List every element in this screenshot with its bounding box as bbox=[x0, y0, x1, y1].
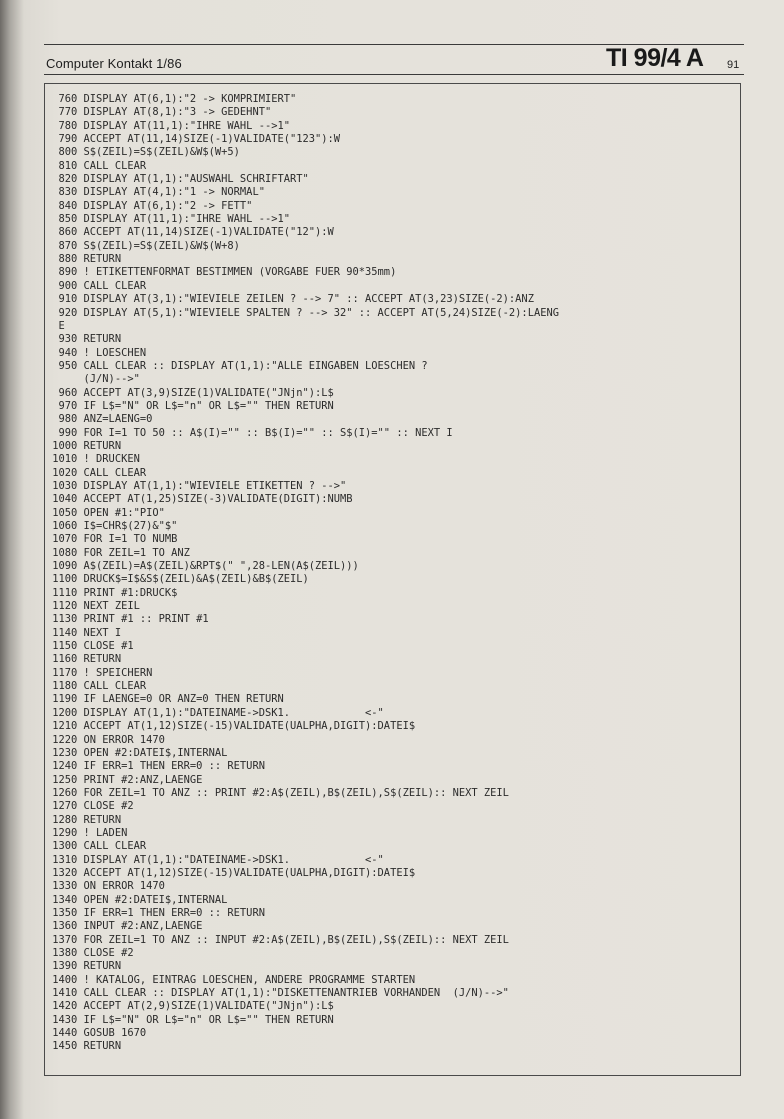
code-line: 930 RETURN bbox=[46, 333, 122, 346]
code-line: 1010 ! DRUCKEN bbox=[46, 453, 140, 466]
code-line: 920 DISPLAY AT(5,1):"WIEVIELE SPALTEN ? --> 32" :: ACCEPT AT(5,24)SIZE(-2):LAENG bbox=[46, 306, 559, 319]
code-line: 1220 ON ERROR 1470 bbox=[46, 733, 165, 746]
code-line: 1120 NEXT ZEIL bbox=[46, 600, 140, 613]
code-line: 1260 FOR ZEIL=1 TO ANZ :: PRINT #2:A$(ZEIL),B$(ZEIL),S$(ZEIL):: NEXT ZEIL bbox=[46, 786, 509, 799]
code-line: 1440 GOSUB 1670 bbox=[46, 1027, 147, 1040]
code-line: 990 FOR I=1 TO 50 :: A$(I)="" :: B$(I)="" :: S$(I)="" :: NEXT I bbox=[46, 426, 453, 439]
magazine-issue: Computer Kontakt 1/86 bbox=[46, 56, 182, 71]
code-line: 1020 CALL CLEAR bbox=[46, 466, 147, 479]
code-line: 1250 PRINT #2:ANZ,LAENGE bbox=[46, 773, 203, 786]
code-line: 850 DISPLAY AT(11,1):"IHRE WAHL -->1" bbox=[46, 213, 290, 226]
code-line: 820 DISPLAY AT(1,1):"AUSWAHL SCHRIFTART" bbox=[46, 173, 309, 186]
code-line: 1400 ! KATALOG, EINTRAG LOESCHEN, ANDERE PROGRAMME STARTEN bbox=[46, 973, 416, 986]
code-line: 1300 CALL CLEAR bbox=[46, 840, 147, 853]
code-line: 1280 RETURN bbox=[46, 813, 122, 826]
code-line: 1160 RETURN bbox=[46, 653, 122, 666]
code-line: 1360 INPUT #2:ANZ,LAENGE bbox=[46, 920, 203, 933]
header-rule-bottom bbox=[44, 74, 744, 75]
code-line: 1290 ! LADEN bbox=[46, 826, 128, 839]
code-line: 890 ! ETIKETTENFORMAT BESTIMMEN (VORGABE FUER 90*35mm) bbox=[46, 266, 397, 279]
code-line: 970 IF L$="N" OR L$="n" OR L$="" THEN RETURN bbox=[46, 399, 334, 412]
code-line: 960 ACCEPT AT(3,9)SIZE(1)VALIDATE("JNjn"):L$ bbox=[46, 386, 334, 399]
code-line: 840 DISPLAY AT(6,1):"2 -> FETT" bbox=[46, 199, 253, 212]
code-line: 1330 ON ERROR 1470 bbox=[46, 880, 165, 893]
code-line: 1050 OPEN #1:"PIO" bbox=[46, 506, 165, 519]
code-line: 1430 IF L$="N" OR L$="n" OR L$="" THEN RETURN bbox=[46, 1013, 334, 1026]
code-line: 1210 ACCEPT AT(1,12)SIZE(-15)VALIDATE(UALPHA,DIGIT):DATEI$ bbox=[46, 720, 416, 733]
code-line: 1130 PRINT #1 :: PRINT #1 bbox=[46, 613, 209, 626]
code-line: 760 DISPLAY AT(6,1):"2 -> KOMPRIMIERT" bbox=[46, 93, 297, 105]
code-line: 1390 RETURN bbox=[46, 960, 122, 973]
code-line: 1410 CALL CLEAR :: DISPLAY AT(1,1):"DISKETTENANTRIEB VORHANDEN (J/N)-->" bbox=[46, 987, 509, 1000]
code-line: 1080 FOR ZEIL=1 TO ANZ bbox=[46, 546, 190, 559]
code-line: 790 ACCEPT AT(11,14)SIZE(-1)VALIDATE("123"):W bbox=[46, 133, 341, 146]
code-line: 1420 ACCEPT AT(2,9)SIZE(1)VALIDATE("JNjn"):L$ bbox=[46, 1000, 334, 1013]
code-line: 1240 IF ERR=1 THEN ERR=0 :: RETURN bbox=[46, 760, 265, 773]
code-line: 780 DISPLAY AT(11,1):"IHRE WAHL -->1" bbox=[46, 119, 290, 132]
code-line: 810 CALL CLEAR bbox=[46, 159, 147, 172]
code-line: 1320 ACCEPT AT(1,12)SIZE(-15)VALIDATE(UALPHA,DIGIT):DATEI$ bbox=[46, 866, 416, 879]
code-line: 830 DISPLAY AT(4,1):"1 -> NORMAL" bbox=[46, 186, 265, 199]
code-line: 1030 DISPLAY AT(1,1):"WIEVIELE ETIKETTEN ? -->" bbox=[46, 479, 347, 492]
code-line: 1140 NEXT I bbox=[46, 626, 122, 639]
code-line: 1070 FOR I=1 TO NUMB bbox=[46, 533, 178, 546]
code-line: 1270 CLOSE #2 bbox=[46, 800, 134, 813]
code-line: 1110 PRINT #1:DRUCK$ bbox=[46, 586, 178, 599]
code-line: 800 S$(ZEIL)=S$(ZEIL)&W$(W+5) bbox=[46, 146, 240, 159]
code-line: 1100 DRUCK$=I$&S$(ZEIL)&A$(ZEIL)&B$(ZEIL) bbox=[46, 573, 309, 586]
code-line: 1380 CLOSE #2 bbox=[46, 947, 134, 959]
code-line: 860 ACCEPT AT(11,14)SIZE(-1)VALIDATE("12"):W bbox=[46, 226, 334, 239]
code-line: 1060 I$=CHR$(27)&"$" bbox=[46, 520, 178, 532]
code-line: 980 ANZ=LAENG=0 bbox=[46, 413, 153, 426]
code-line: 1090 A$(ZEIL)=A$(ZEIL)&RPT$(" ",28-LEN(A$(ZEIL))) bbox=[46, 560, 359, 573]
code-line: 940 ! LOESCHEN bbox=[46, 346, 147, 359]
code-line: 1340 OPEN #2:DATEI$,INTERNAL bbox=[46, 893, 228, 906]
computer-system-title: TI 99/4 A bbox=[606, 44, 704, 72]
code-line: 1170 ! SPEICHERN bbox=[46, 666, 153, 679]
code-line: E bbox=[46, 319, 65, 332]
code-line: 870 S$(ZEIL)=S$(ZEIL)&W$(W+8) bbox=[46, 239, 240, 252]
code-line: 950 CALL CLEAR :: DISPLAY AT(1,1):"ALLE EINGABEN LOESCHEN ? bbox=[46, 359, 428, 372]
code-line: (J/N)-->" bbox=[46, 373, 140, 386]
code-line: 1000 RETURN bbox=[46, 439, 122, 452]
code-line: 1230 OPEN #2:DATEI$,INTERNAL bbox=[46, 746, 228, 759]
code-line: 910 DISPLAY AT(3,1):"WIEVIELE ZEILEN ? --> 7" :: ACCEPT AT(3,23)SIZE(-2):ANZ bbox=[46, 293, 534, 306]
basic-program-listing bbox=[46, 93, 736, 1054]
code-line: 900 CALL CLEAR bbox=[46, 279, 147, 292]
code-line: 1150 CLOSE #1 bbox=[46, 640, 134, 653]
code-line: 1200 DISPLAY AT(1,1):"DATEINAME->DSK1. <-" bbox=[46, 706, 384, 719]
code-line: 770 DISPLAY AT(8,1):"3 -> GEDEHNT" bbox=[46, 106, 272, 119]
code-line: 1190 IF LAENGE=0 OR ANZ=0 THEN RETURN bbox=[46, 693, 284, 706]
code-line: 1310 DISPLAY AT(1,1):"DATEINAME->DSK1. <-" bbox=[46, 853, 384, 866]
code-line: 880 RETURN bbox=[46, 253, 122, 266]
code-line: 1040 ACCEPT AT(1,25)SIZE(-3)VALIDATE(DIGIT):NUMB bbox=[46, 493, 353, 506]
code-line: 1180 CALL CLEAR bbox=[46, 680, 147, 693]
page-number: 91 bbox=[727, 59, 740, 71]
code-line: 1450 RETURN bbox=[46, 1040, 122, 1053]
code-line: 1350 IF ERR=1 THEN ERR=0 :: RETURN bbox=[46, 906, 265, 919]
code-line: 1370 FOR ZEIL=1 TO ANZ :: INPUT #2:A$(ZEIL),B$(ZEIL),S$(ZEIL):: NEXT ZEIL bbox=[46, 933, 509, 946]
